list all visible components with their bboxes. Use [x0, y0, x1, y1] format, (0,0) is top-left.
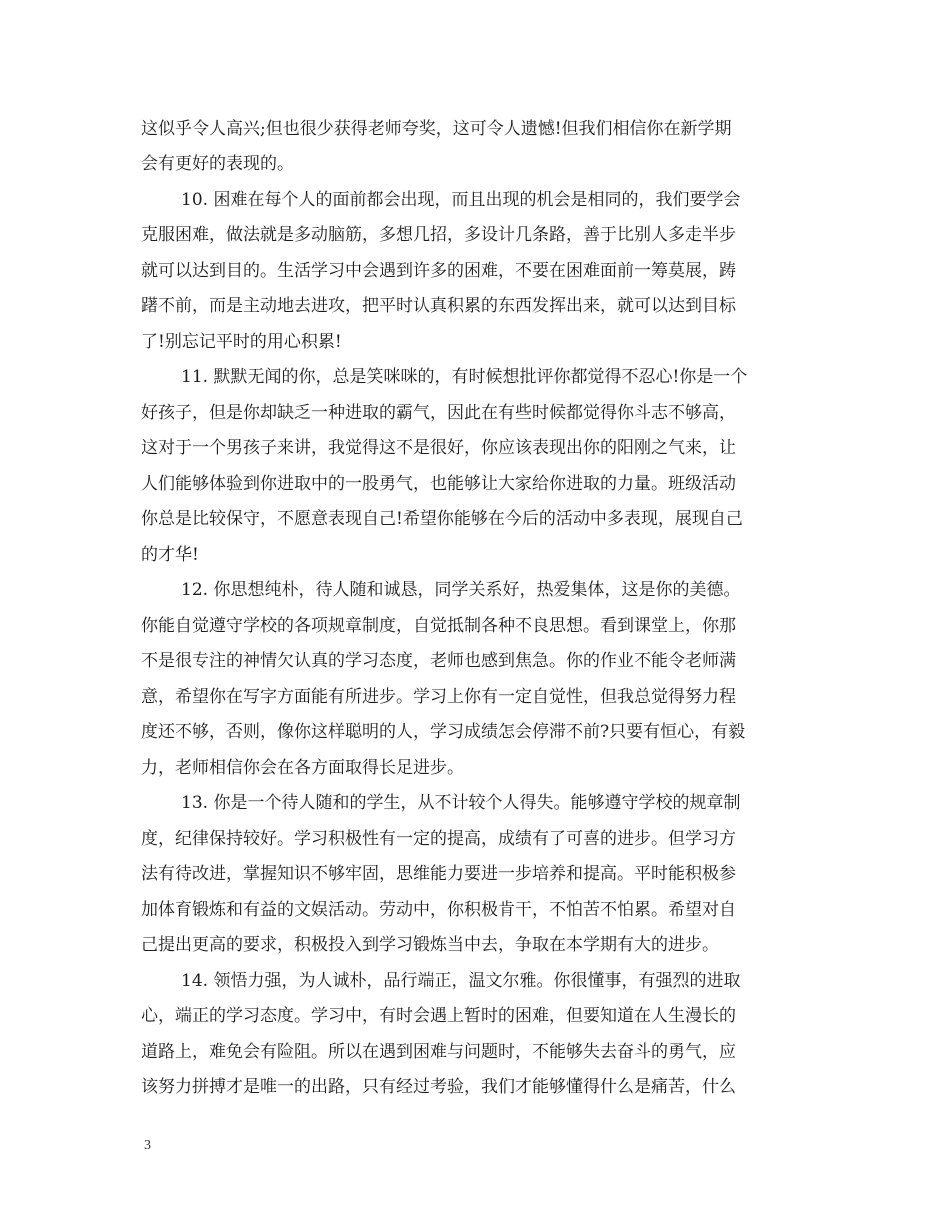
paragraph-10-start: 10. 困难在每个人的面前都会出现，而且出现的机会是相同的，我们要学会	[181, 190, 741, 210]
text-line: 法有待改进，掌握知识不够牢固，思维能力要进一步培养和提高。平时能积极参	[141, 864, 736, 884]
text-line: 这对于一个男孩子来讲，我觉得这不是很好，你应该表现出你的阳刚之气来，让	[141, 438, 736, 458]
text-line: 你能自觉遵守学校的各项规章制度，自觉抵制各种不良思想。看到课堂上，你那	[141, 616, 736, 636]
text-line: 克服困难，做法就是多动脑筋，多想几招，多设计几条路，善于比别人多走半步	[141, 225, 736, 245]
text-line: 己提出更高的要求，积极投入到学习锻炼当中去，争取在本学期有大的进步。	[141, 935, 719, 955]
text-line: 加体育锻炼和有益的文娱活动。劳动中，你积极肯干，不怕苦不怕累。希望对自	[141, 900, 736, 920]
text-line: 躇不前，而是主动地去进攻，把平时认真积累的东西发挥出来，就可以达到目标	[141, 296, 736, 316]
text-line: 会有更好的表现的。	[141, 154, 294, 174]
paragraph-14-start: 14. 领悟力强，为人诚朴，品行端正，温文尔雅。你很懂事，有强烈的进取	[181, 971, 741, 991]
text-line: 道路上，难免会有险阻。所以在遇到困难与问题时，不能够失去奋斗的勇气，应	[141, 1042, 736, 1062]
text-line: 力，老师相信你会在各方面取得长足进步。	[141, 758, 464, 778]
text-line: 就可以达到目的。生活学习中会遇到许多的困难，不要在困难面前一筹莫展，踌	[141, 261, 736, 281]
text-line: 你总是比较保守，不愿意表现自己!希望你能够在今后的活动中多表现，展现自己	[141, 509, 743, 529]
paragraph-11-start: 11. 默默无闻的你，总是笑咪咪的，有时候想批评你都觉得不忍心!你是一个	[181, 367, 748, 387]
text-line: 心，端正的学习态度。学习中，有时会遇上暂时的困难，但要知道在人生漫长的	[141, 1006, 736, 1026]
text-line: 好孩子，但是你却缺乏一种进取的霸气，因此在有些时候都觉得你斗志不够高，	[141, 403, 736, 423]
text-line: 的才华!	[141, 545, 199, 565]
text-line: 该努力拼搏才是唯一的出路，只有经过考验，我们才能够懂得什么是痛苦，什么	[141, 1077, 736, 1097]
text-line: 这似乎令人高兴;但也很少获得老师夸奖，这可令人遗憾!但我们相信你在新学期	[141, 119, 732, 139]
page-number: 3	[144, 1138, 151, 1153]
paragraph-12-start: 12. 你思想纯朴，待人随和诚恳，同学关系好，热爱集体，这是你的美德。	[181, 580, 741, 600]
text-line: 意，希望你在写字方面能有所进步。学习上你有一定自觉性，但我总觉得努力程	[141, 687, 736, 707]
paragraph-13-start: 13. 你是一个待人随和的学生，从不计较个人得失。能够遵守学校的规章制	[181, 793, 741, 813]
text-line: 了!别忘记平时的用心积累!	[141, 332, 342, 352]
text-line: 人们能够体验到你进取中的一股勇气，也能够让大家给你进取的力量。班级活动	[141, 474, 736, 494]
text-line: 度还不够，否则，像你这样聪明的人，学习成绩怎会停滞不前?只要有恒心，有毅	[141, 722, 746, 742]
text-line: 度，纪律保持较好。学习积极性有一定的提高，成绩有了可喜的进步。但学习方	[141, 829, 736, 849]
text-line: 不是很专注的神情欠认真的学习态度，老师也感到焦急。你的作业不能令老师满	[141, 651, 736, 671]
